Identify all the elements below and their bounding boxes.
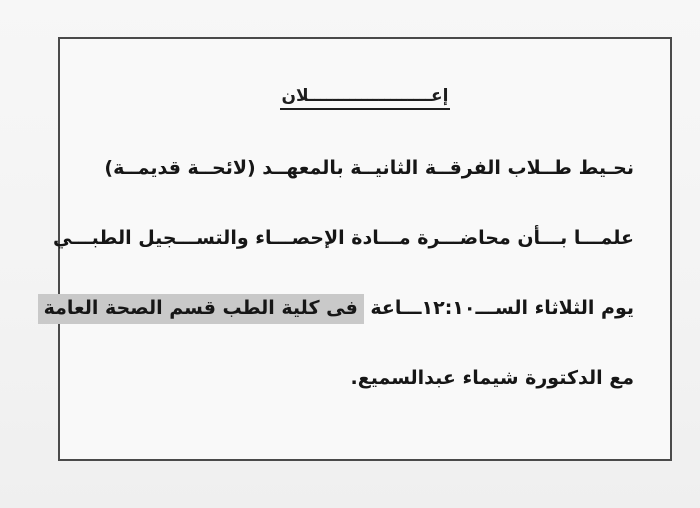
announcement-line-3 bbox=[38, 297, 634, 319]
location-highlight: فى كلية الطب قسم الصحة العامة bbox=[38, 294, 364, 324]
announcement-line-1: نحـيط طــلاب الفرقــة الثانيــة بالمعهــد (لائحــة قديمــة) bbox=[104, 157, 634, 179]
announcement-title-text: إعـــــــــــــــــــــلان bbox=[280, 86, 451, 110]
announcement-line-4: مع الدكتورة شيماء عبدالسميع. bbox=[350, 367, 634, 389]
announcement-frame bbox=[43, 37, 672, 461]
schedule-text: يوم الثلاثاء الســـ١٢:١٠ـــاعة bbox=[370, 297, 634, 319]
announcement-title bbox=[60, 86, 670, 110]
announcement-line-2: علمـــا بـــأن محاضـــرة مـــادة الإحصـــاء والتســـجيل الطبـــي bbox=[52, 227, 634, 249]
